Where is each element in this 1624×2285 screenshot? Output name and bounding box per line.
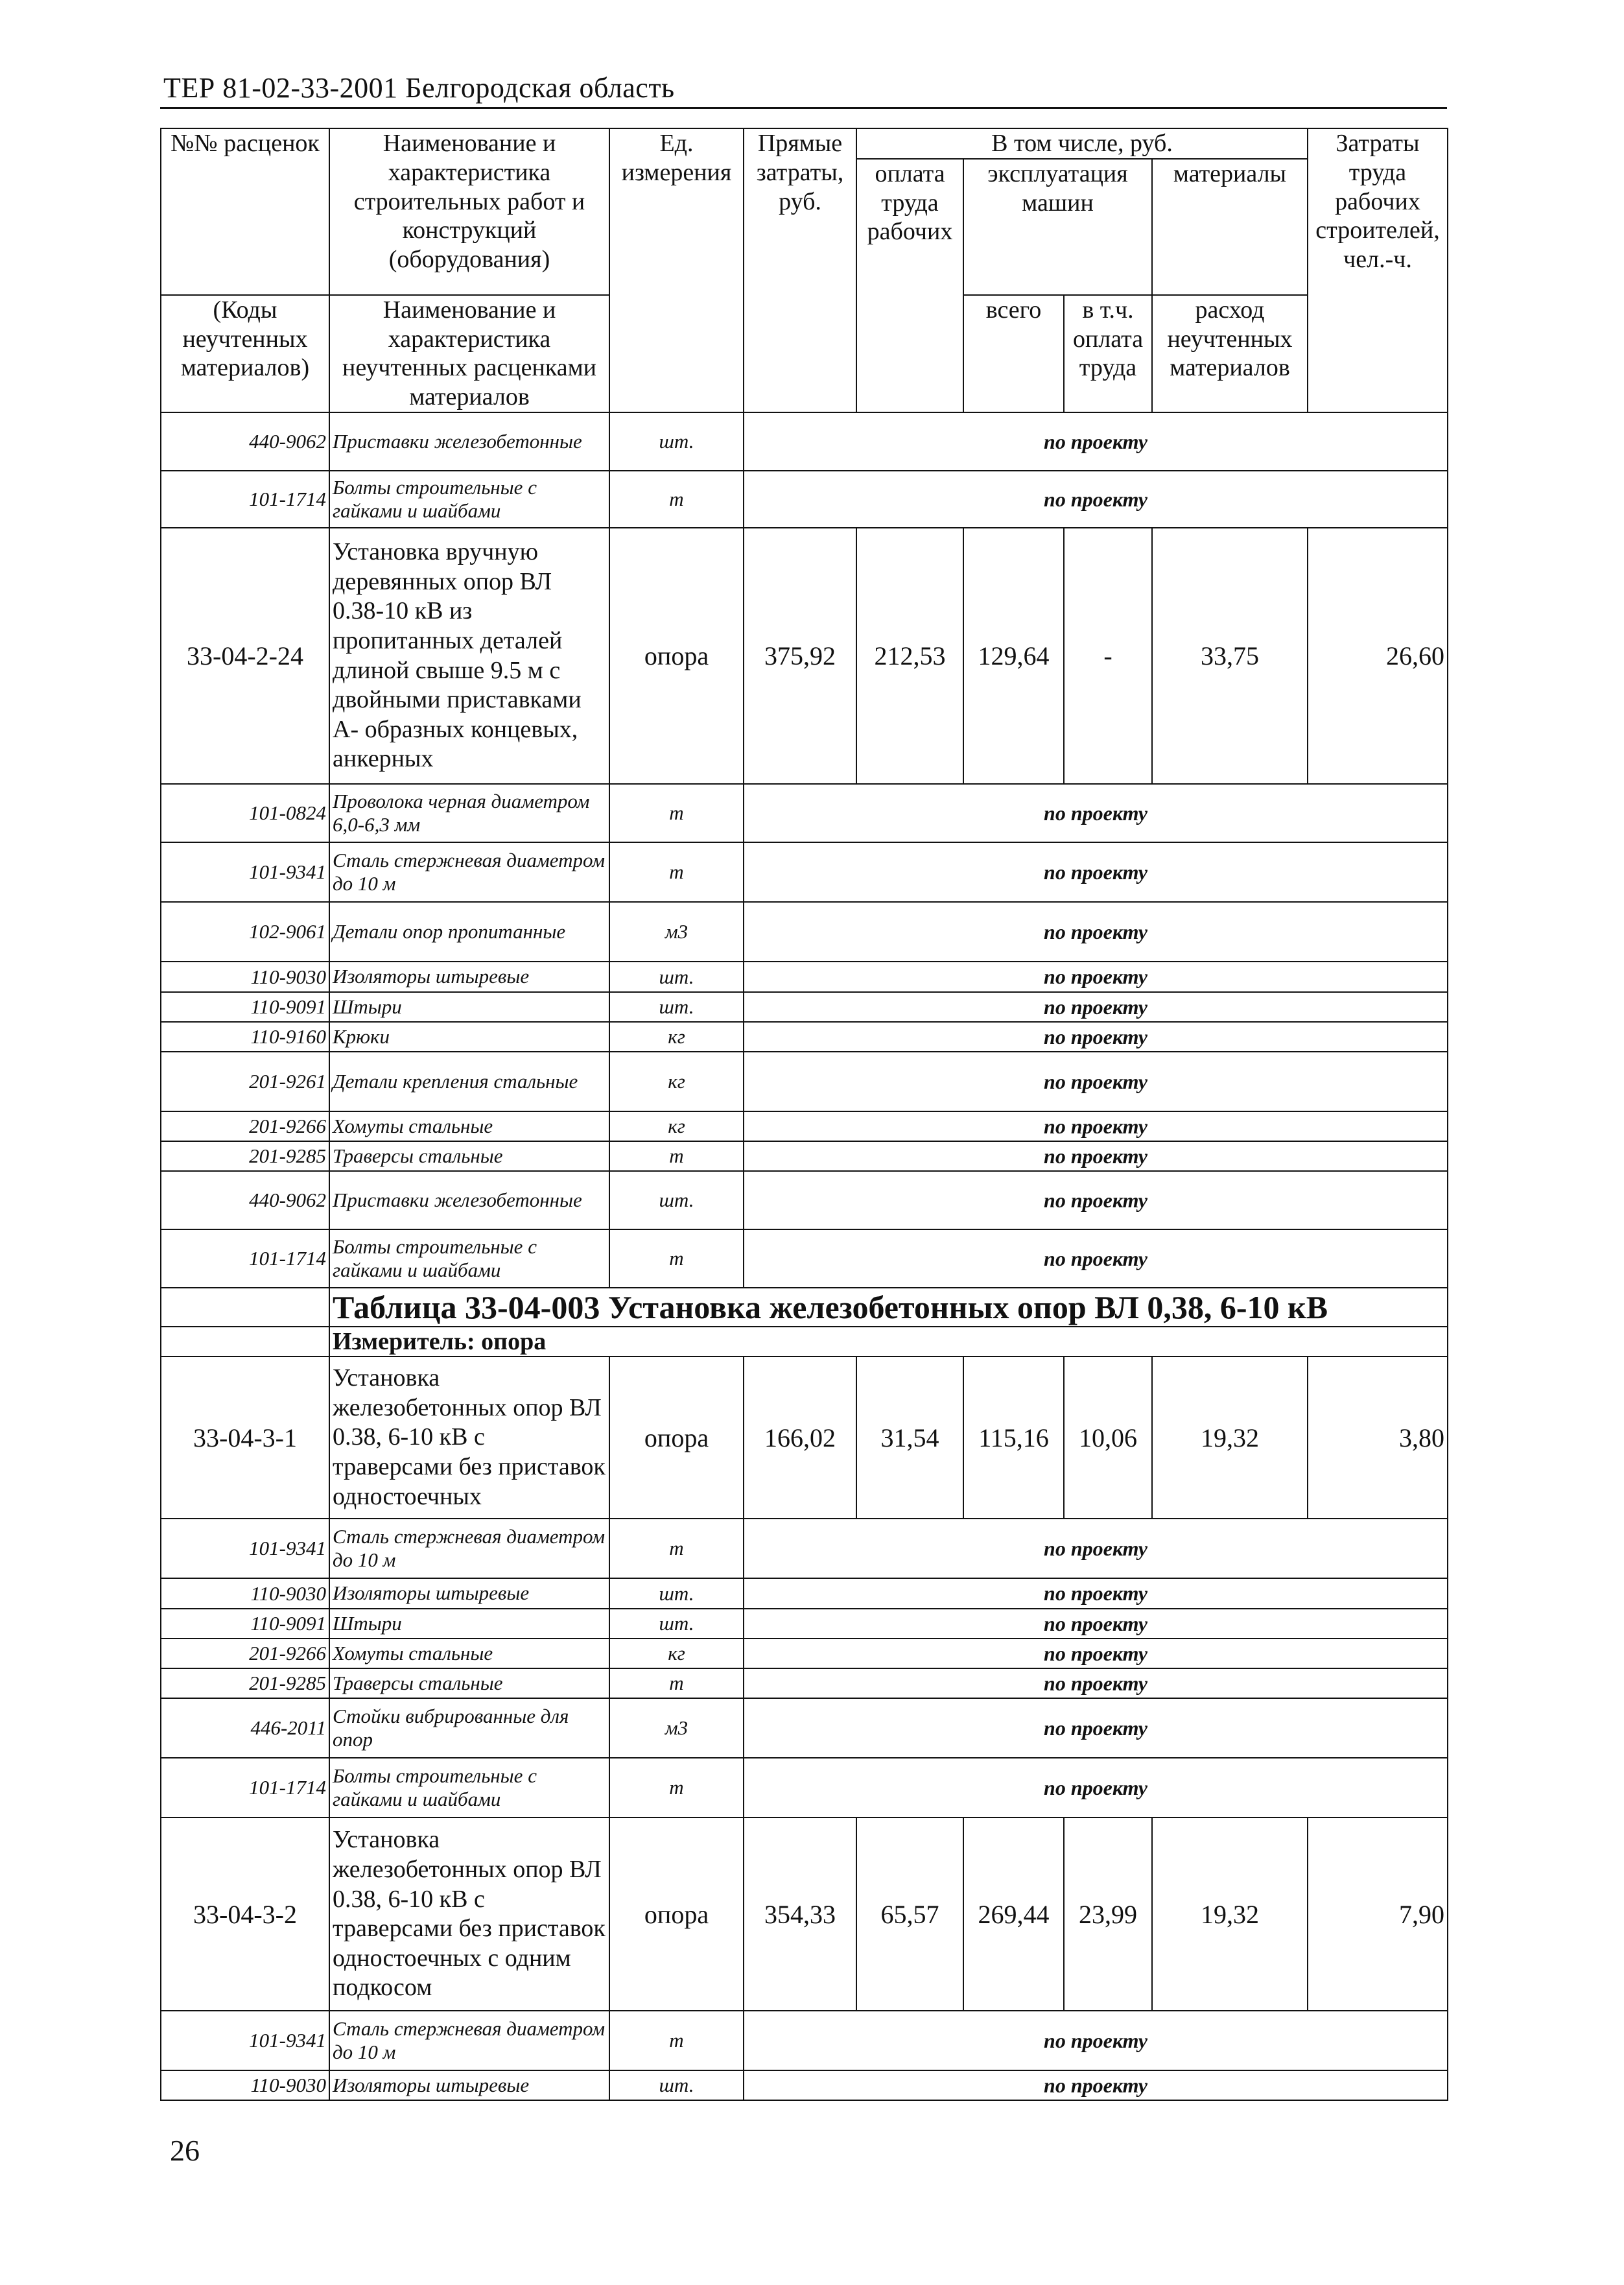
material-row [161,962,1448,992]
material-name: Проволока черная диаметром 6,0-6,3 мм [329,784,609,842]
material-row [161,1698,1448,1758]
header-code: №№ расценок [161,128,329,295]
material-name: Изоляторы штыревые [329,962,609,992]
rate-name: Установка железобетонных опор ВЛ 0.38, 6-10 кВ с траверсами без приставок одностоечных [329,1356,609,1519]
material-unit: т [609,842,744,902]
material-unit: м3 [609,902,744,962]
measure-label: Измеритель: опора [329,1327,1448,1356]
material-code: 110-9160 [161,1022,329,1052]
material-code: 101-9341 [161,2011,329,2070]
material-unit: т [609,1758,744,1817]
material-unit: т [609,1229,744,1288]
material-row [161,1668,1448,1698]
material-quantity: по проекту [744,412,1448,471]
material-quantity: по проекту [744,1578,1448,1609]
header-name-unaccounted: Наименование и характеристика неучтенных расценками материалов [329,295,609,412]
material-code: 101-9341 [161,1519,329,1578]
material-unit: шт. [609,962,744,992]
page-number: 26 [170,2134,200,2167]
material-unit: т [609,1668,744,1698]
rate-machines: 129,64 [963,528,1064,784]
material-name: Траверсы стальные [329,1668,609,1698]
material-unit: м3 [609,1698,744,1758]
material-code: 201-9266 [161,1111,329,1141]
material-quantity: по проекту [744,902,1448,962]
material-quantity: по проекту [744,992,1448,1022]
material-row [161,1519,1448,1578]
rate-direct-costs: 166,02 [744,1356,856,1519]
material-unit: шт. [609,2070,744,2100]
header-unit: Ед. измерения [609,128,744,412]
material-quantity: по проекту [744,1758,1448,1817]
header-wages: оплата труда рабочих [856,159,963,412]
rate-machine-wages: 10,06 [1064,1356,1152,1519]
material-row [161,471,1448,528]
material-unit: т [609,1519,744,1578]
material-unit: шт. [609,1171,744,1229]
rate-unit: опора [609,528,744,784]
material-unit: т [609,471,744,528]
material-unit: т [609,784,744,842]
material-quantity: по проекту [744,1698,1448,1758]
rate-labor: 3,80 [1308,1356,1448,1519]
rate-labor: 7,90 [1308,1817,1448,2011]
material-quantity: по проекту [744,2011,1448,2070]
material-quantity: по проекту [744,1668,1448,1698]
material-unit: кг [609,1052,744,1111]
material-code: 110-9091 [161,1609,329,1639]
material-code: 440-9062 [161,412,329,471]
rate-unit: опора [609,1817,744,2011]
table-title-row [161,1288,1448,1327]
material-name: Болты строительные с гайками и шайбами [329,471,609,528]
material-row [161,1609,1448,1639]
material-quantity: по проекту [744,784,1448,842]
material-row [161,2070,1448,2100]
material-name: Детали крепления стальные [329,1052,609,1111]
header-name: Наименование и характеристика строительных работ и конструкций (оборудования) [329,128,609,295]
rate-direct-costs: 375,92 [744,528,856,784]
material-row [161,1171,1448,1229]
rate-machine-wages: - [1064,528,1152,784]
material-code: 101-1714 [161,1229,329,1288]
material-quantity: по проекту [744,1141,1448,1171]
rate-row [161,1817,1448,2011]
rate-machines: 269,44 [963,1817,1064,2011]
page-title: ТЕР 81-02-33-2001 Белгородская область [163,72,675,104]
material-row [161,1758,1448,1817]
material-quantity: по проекту [744,1639,1448,1668]
material-row [161,1052,1448,1111]
material-name: Сталь стержневая диаметром до 10 м [329,2011,609,2070]
rates-table [160,128,1448,2101]
material-quantity: по проекту [744,1519,1448,1578]
material-code: 440-9062 [161,1171,329,1229]
material-name: Хомуты стальные [329,1639,609,1668]
rate-machines: 115,16 [963,1356,1064,1519]
material-code: 101-1714 [161,1758,329,1817]
material-unit: шт. [609,1578,744,1609]
rate-materials: 19,32 [1152,1817,1308,2011]
rate-code: 33-04-2-24 [161,528,329,784]
material-row [161,1022,1448,1052]
material-quantity: по проекту [744,2070,1448,2100]
material-row [161,902,1448,962]
material-row [161,412,1448,471]
rate-wages: 65,57 [856,1817,963,2011]
rate-code: 33-04-3-2 [161,1817,329,2011]
material-name: Приставки железобетонные [329,412,609,471]
material-row [161,2011,1448,2070]
header-machine-wages: в т.ч. оплата труда [1064,295,1152,412]
material-name: Болты строительные с гайками и шайбами [329,1758,609,1817]
header-code-unaccounted: (Коды неучтенных материалов) [161,295,329,412]
rate-row [161,528,1448,784]
material-unit: кг [609,1111,744,1141]
rate-name: Установка железобетонных опор ВЛ 0.38, 6-10 кВ с траверсами без приставок одностоечных с одним подкосом [329,1817,609,2011]
material-code: 201-9285 [161,1668,329,1698]
material-row [161,1578,1448,1609]
material-name: Штыри [329,1609,609,1639]
material-unit: кг [609,1022,744,1052]
rate-wages: 31,54 [856,1356,963,1519]
material-row [161,1141,1448,1171]
material-name: Сталь стержневая диаметром до 10 м [329,1519,609,1578]
material-code: 110-9030 [161,2070,329,2100]
material-code: 201-9266 [161,1639,329,1668]
material-quantity: по проекту [744,962,1448,992]
material-name: Приставки железобетонные [329,1171,609,1229]
material-code: 110-9030 [161,1578,329,1609]
header-direct-costs: Прямые затраты, руб. [744,128,856,412]
material-code: 446-2011 [161,1698,329,1758]
material-row [161,1111,1448,1141]
material-unit: шт. [609,992,744,1022]
material-name: Изоляторы штыревые [329,1578,609,1609]
material-unit: т [609,1141,744,1171]
material-name: Изоляторы штыревые [329,2070,609,2100]
rate-unit: опора [609,1356,744,1519]
material-name: Штыри [329,992,609,1022]
material-code: 101-1714 [161,471,329,528]
material-unit: кг [609,1639,744,1668]
header-labor: Затраты труда рабочих строителей, чел.-ч. [1308,128,1448,412]
material-unit: шт. [609,1609,744,1639]
rate-name: Установка вручную деревянных опор ВЛ 0.38-10 кВ из пропитанных деталей длиной свыше 9.5 м с двойными приставками А- образных концевых, анкерных [329,528,609,784]
material-code: 201-9285 [161,1141,329,1171]
material-row [161,992,1448,1022]
material-unit: т [609,2011,744,2070]
material-name: Траверсы стальные [329,1141,609,1171]
material-quantity: по проекту [744,1111,1448,1141]
material-quantity: по проекту [744,1171,1448,1229]
rate-wages: 212,53 [856,528,963,784]
material-row [161,784,1448,842]
rate-materials: 33,75 [1152,528,1308,784]
header-machines-total: всего [963,295,1064,412]
material-code: 101-9341 [161,842,329,902]
rate-code: 33-04-3-1 [161,1356,329,1519]
material-code: 101-0824 [161,784,329,842]
table-title: Таблица 33-04-003 Установка железобетонных опор ВЛ 0,38, 6-10 кВ [329,1288,1448,1327]
material-name: Сталь стержневая диаметром до 10 м [329,842,609,902]
measure-row [161,1327,1448,1356]
rate-materials: 19,32 [1152,1356,1308,1519]
material-row [161,842,1448,902]
material-unit: шт. [609,412,744,471]
material-quantity: по проекту [744,842,1448,902]
material-name: Хомуты стальные [329,1111,609,1141]
material-quantity: по проекту [744,1022,1448,1052]
material-name: Крюки [329,1022,609,1052]
rate-machine-wages: 23,99 [1064,1817,1152,2011]
rate-row [161,1356,1448,1519]
material-quantity: по проекту [744,1609,1448,1639]
material-quantity: по проекту [744,471,1448,528]
material-row [161,1639,1448,1668]
material-code: 102-9061 [161,902,329,962]
rate-labor: 26,60 [1308,528,1448,784]
title-rule [160,107,1447,109]
header-including: В том числе, руб. [856,128,1308,159]
material-code: 201-9261 [161,1052,329,1111]
material-name: Болты строительные с гайками и шайбами [329,1229,609,1288]
header-machines: эксплуатация машин [963,159,1152,295]
material-name: Детали опор пропитанные [329,902,609,962]
header-material-usage: расход неучтенных материалов [1152,295,1308,412]
material-row [161,1229,1448,1288]
material-code: 110-9091 [161,992,329,1022]
header-materials: материалы [1152,159,1308,295]
rate-direct-costs: 354,33 [744,1817,856,2011]
material-quantity: по проекту [744,1052,1448,1111]
material-code: 110-9030 [161,962,329,992]
material-quantity: по проекту [744,1229,1448,1288]
material-name: Стойки вибрированные для опор [329,1698,609,1758]
